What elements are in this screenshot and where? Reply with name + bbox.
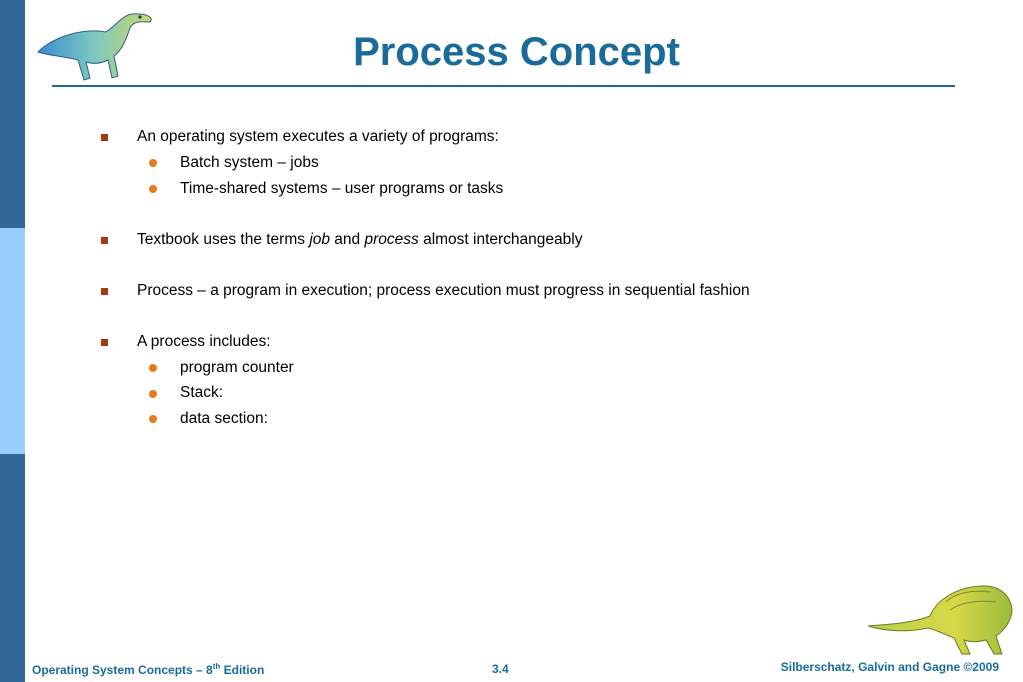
bullet-text: and: [330, 231, 365, 248]
bullet-item: An operating system executes a variety of programs:: [137, 128, 499, 145]
dot-bullet-icon: [149, 185, 157, 193]
dot-bullet-icon: [149, 390, 157, 398]
footer-title-suffix: Edition: [220, 663, 265, 677]
footer-book-title: [32, 662, 264, 677]
title-divider: [52, 85, 955, 87]
square-bullet-icon: [101, 237, 108, 244]
dot-bullet-icon: [149, 159, 157, 167]
bullet-text: almost interchangeably: [418, 231, 583, 248]
sub-bullet-item: Time-shared systems – user programs or tasks: [180, 180, 504, 197]
footer-title-text: Operating System Concepts – 8: [32, 663, 213, 677]
term-job: job: [309, 231, 330, 248]
sub-bullet-item: program counter: [180, 359, 294, 376]
sub-bullet-item: Stack:: [180, 384, 224, 401]
dinosaur-footer-icon: [866, 582, 1016, 658]
term-process: process: [364, 231, 419, 248]
bullet-text: Textbook uses the terms: [137, 231, 310, 248]
footer-authors: Silberschatz, Galvin and Gagne ©2009: [780, 660, 999, 674]
footer-superscript: th: [212, 662, 221, 671]
sub-bullet-item: data section:: [180, 410, 268, 427]
square-bullet-icon: [101, 339, 108, 346]
sidebar-band-middle: [0, 228, 25, 454]
dot-bullet-icon: [149, 415, 157, 423]
bullet-item: Process – a program in execution; process execution must progress in sequential fashion: [137, 282, 750, 299]
dot-bullet-icon: [149, 364, 157, 372]
sidebar-band-bottom: [0, 454, 25, 682]
bullet-item: A process includes:: [137, 333, 271, 350]
bullet-item: [137, 231, 582, 249]
slide-title: Process Concept: [353, 30, 680, 74]
sub-bullet-item: Batch system – jobs: [180, 154, 319, 171]
page-number: 3.4: [492, 662, 509, 676]
square-bullet-icon: [101, 134, 108, 141]
square-bullet-icon: [101, 288, 108, 295]
